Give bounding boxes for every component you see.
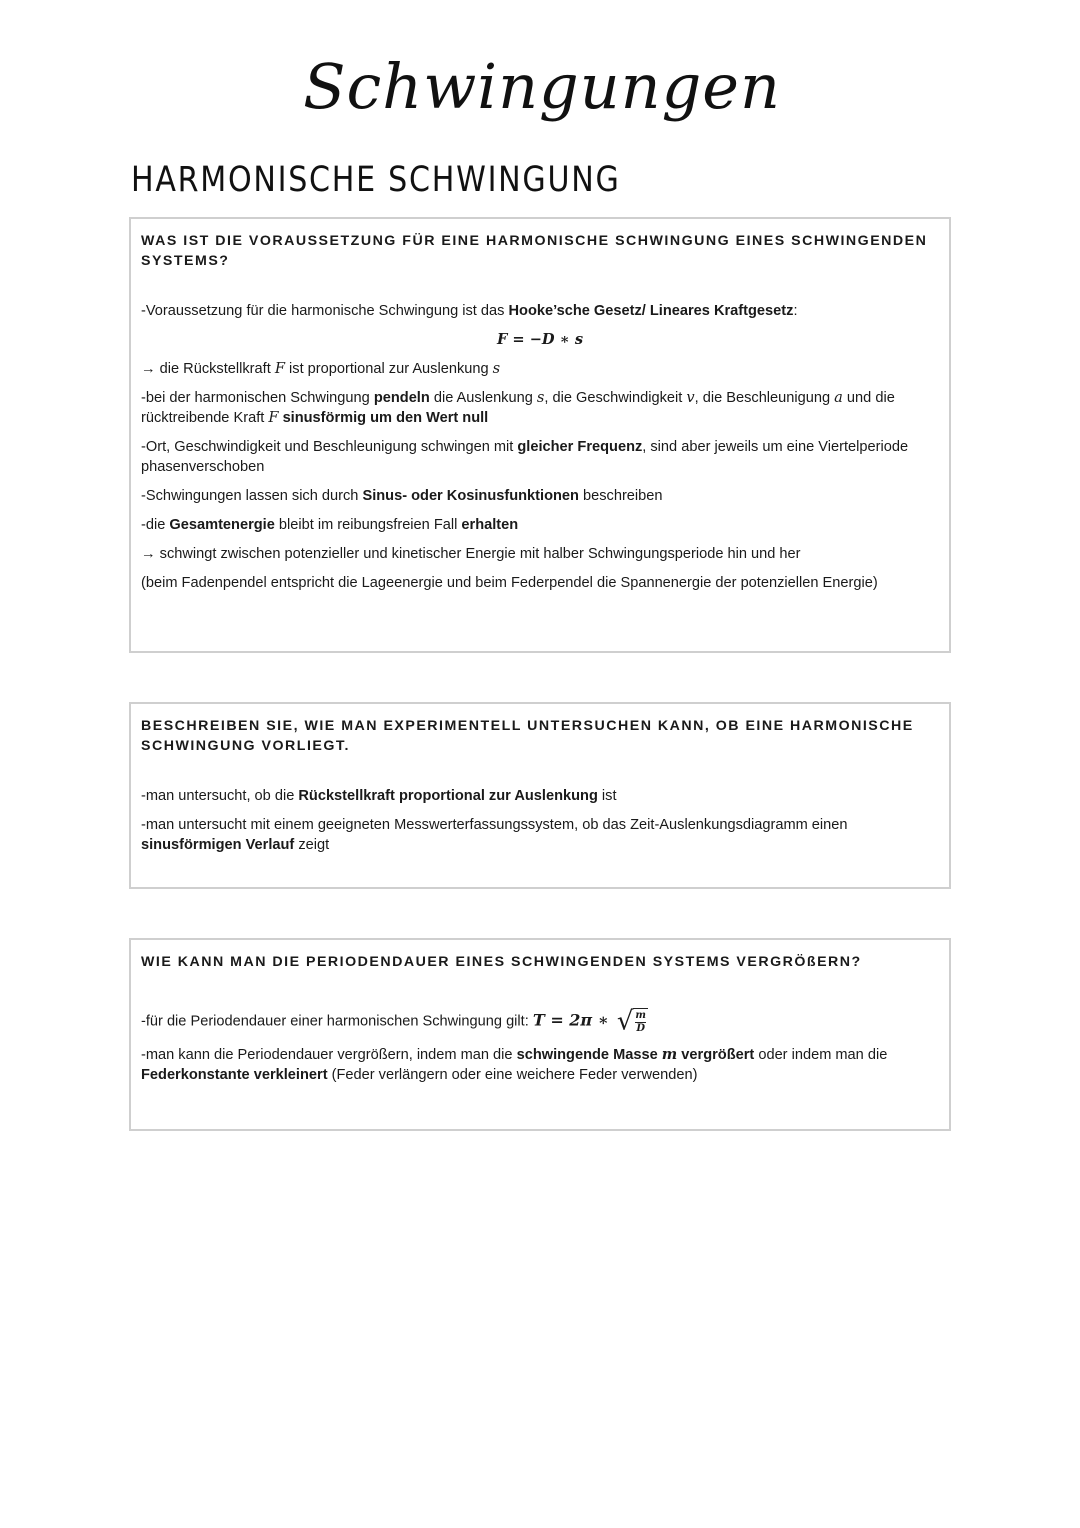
text-span: oder indem man die (754, 1047, 888, 1063)
math-variable: F (274, 360, 285, 377)
text-span: -Voraussetzung für die harmonische Schwingung ist das (141, 303, 509, 319)
math-variable: s (492, 360, 501, 377)
card-body (141, 301, 939, 593)
text-span: ist (597, 788, 617, 804)
math-variable: a (834, 389, 843, 406)
bold-text: vergrößert (677, 1047, 755, 1063)
text-line (141, 330, 939, 350)
text-span: (beim Fadenpendel entspricht die Lageenergie und beim Federpendel die Spannenergie der potenziellen Energie) (141, 575, 878, 591)
math-variable: m (661, 1046, 678, 1063)
bold-text: pendeln (373, 390, 430, 406)
text-span: : (793, 303, 798, 319)
text-span: und die rücktreibende Kraft (141, 390, 895, 426)
bold-text: Hooke’sche Gesetz/ Lineares Kraftgesetz (508, 303, 794, 319)
text-line (141, 437, 939, 477)
fraction (633, 1008, 648, 1035)
text-span: , die Beschleunigung (694, 390, 835, 406)
text-line (141, 301, 939, 321)
fraction-numerator: m (635, 1010, 646, 1021)
math-variable: v (686, 389, 695, 406)
text-line (141, 786, 939, 806)
formula-lhs: T = 2π ∗ (532, 1010, 609, 1030)
math-variable: F (268, 409, 279, 426)
text-line (141, 486, 939, 506)
square-root (617, 1008, 648, 1035)
bold-text: Sinus- oder Kosinusfunktionen (362, 488, 579, 504)
card-lines (141, 1045, 939, 1085)
question-card-experiment (129, 702, 951, 889)
text-span: -man kann die Periodendauer vergrößern, indem man die (141, 1047, 517, 1063)
card-title: BESCHREIBEN SIE, WIE MAN EXPERIMENTELL UNTERSUCHEN KANN, OB EINE HARMONISCHE SCHWINGUNG VORLIEGT. (141, 718, 914, 754)
text-span: -bei der harmonischen Schwingung (141, 390, 374, 406)
text-span: -die (141, 517, 170, 533)
text-span: F = −D ∗ s (496, 331, 584, 348)
formula-line (141, 1008, 939, 1035)
card-title: WIE KANN MAN DIE PERIODENDAUER EINES SCHWINGENDEN SYSTEMS VERGRÖßERN? (141, 954, 862, 970)
text-span: → die Rückstellkraft (141, 361, 275, 377)
radical-sign: √ (616, 1006, 634, 1037)
card-body (141, 786, 939, 855)
text-span: -Ort, Geschwindigkeit und Beschleunigung schwingen mit (141, 439, 518, 455)
text-span: -man untersucht mit einem geeigneten Messwerterfassungssystem, ob das Zeit-Auslenkungsdiagramm einen (141, 817, 848, 833)
text-line (141, 1045, 939, 1085)
bold-text: schwingende Masse (516, 1047, 662, 1063)
text-line (141, 573, 939, 593)
question-card-period (129, 938, 951, 1131)
text-span: , die Geschwindigkeit (544, 390, 687, 406)
text-span: -man untersucht, ob die (141, 788, 299, 804)
bold-text: Federkonstante verkleinert (141, 1067, 328, 1083)
text-span: , sind aber jeweils um eine Viertelperiode phasenverschoben (141, 439, 909, 475)
text-line (141, 359, 939, 379)
card-body (141, 1008, 939, 1085)
text-span: bleibt im reibungsfreien Fall (274, 517, 462, 533)
bold-text: sinusförmig um den Wert null (282, 410, 489, 426)
card-title: WAS IST DIE VORAUSSETZUNG FÜR EINE HARMONISCHE SCHWINGUNG EINES SCHWINGENDEN SYSTEMS? (141, 233, 928, 269)
fraction-denominator: D (636, 1023, 646, 1034)
text-span: ist proportional zur Auslenkung (284, 361, 493, 377)
bold-text: gleicher Frequenz (517, 439, 643, 455)
bold-text: sinusförmigen Verlauf (141, 837, 295, 853)
text-span: die Auslenkung (429, 390, 537, 406)
formula-prefix: -für die Periodendauer einer harmonischen Schwingung gilt: (141, 1013, 533, 1030)
page-title: Schwingungen (303, 50, 781, 123)
text-span: -Schwingungen lassen sich durch (141, 488, 363, 504)
text-line (141, 515, 939, 535)
bold-text: Rückstellkraft proportional zur Auslenkung (298, 788, 598, 804)
bold-text: Gesamtenergie (169, 517, 275, 533)
text-line (141, 815, 939, 855)
bold-text: erhalten (461, 517, 519, 533)
text-span: beschreiben (578, 488, 663, 504)
section-heading: HARMONISCHE SCHWINGUNG (131, 160, 621, 200)
text-span: → schwingt zwischen potenzieller und kinetischer Energie mit halber Schwingungsperiode hin und her (141, 546, 801, 562)
text-span: (Feder verlängern oder eine weichere Feder verwenden) (327, 1067, 698, 1083)
text-span: zeigt (294, 837, 330, 853)
question-card-prerequisite (129, 217, 951, 653)
text-line (141, 388, 939, 428)
text-line (141, 544, 939, 564)
math-variable: s (536, 389, 545, 406)
